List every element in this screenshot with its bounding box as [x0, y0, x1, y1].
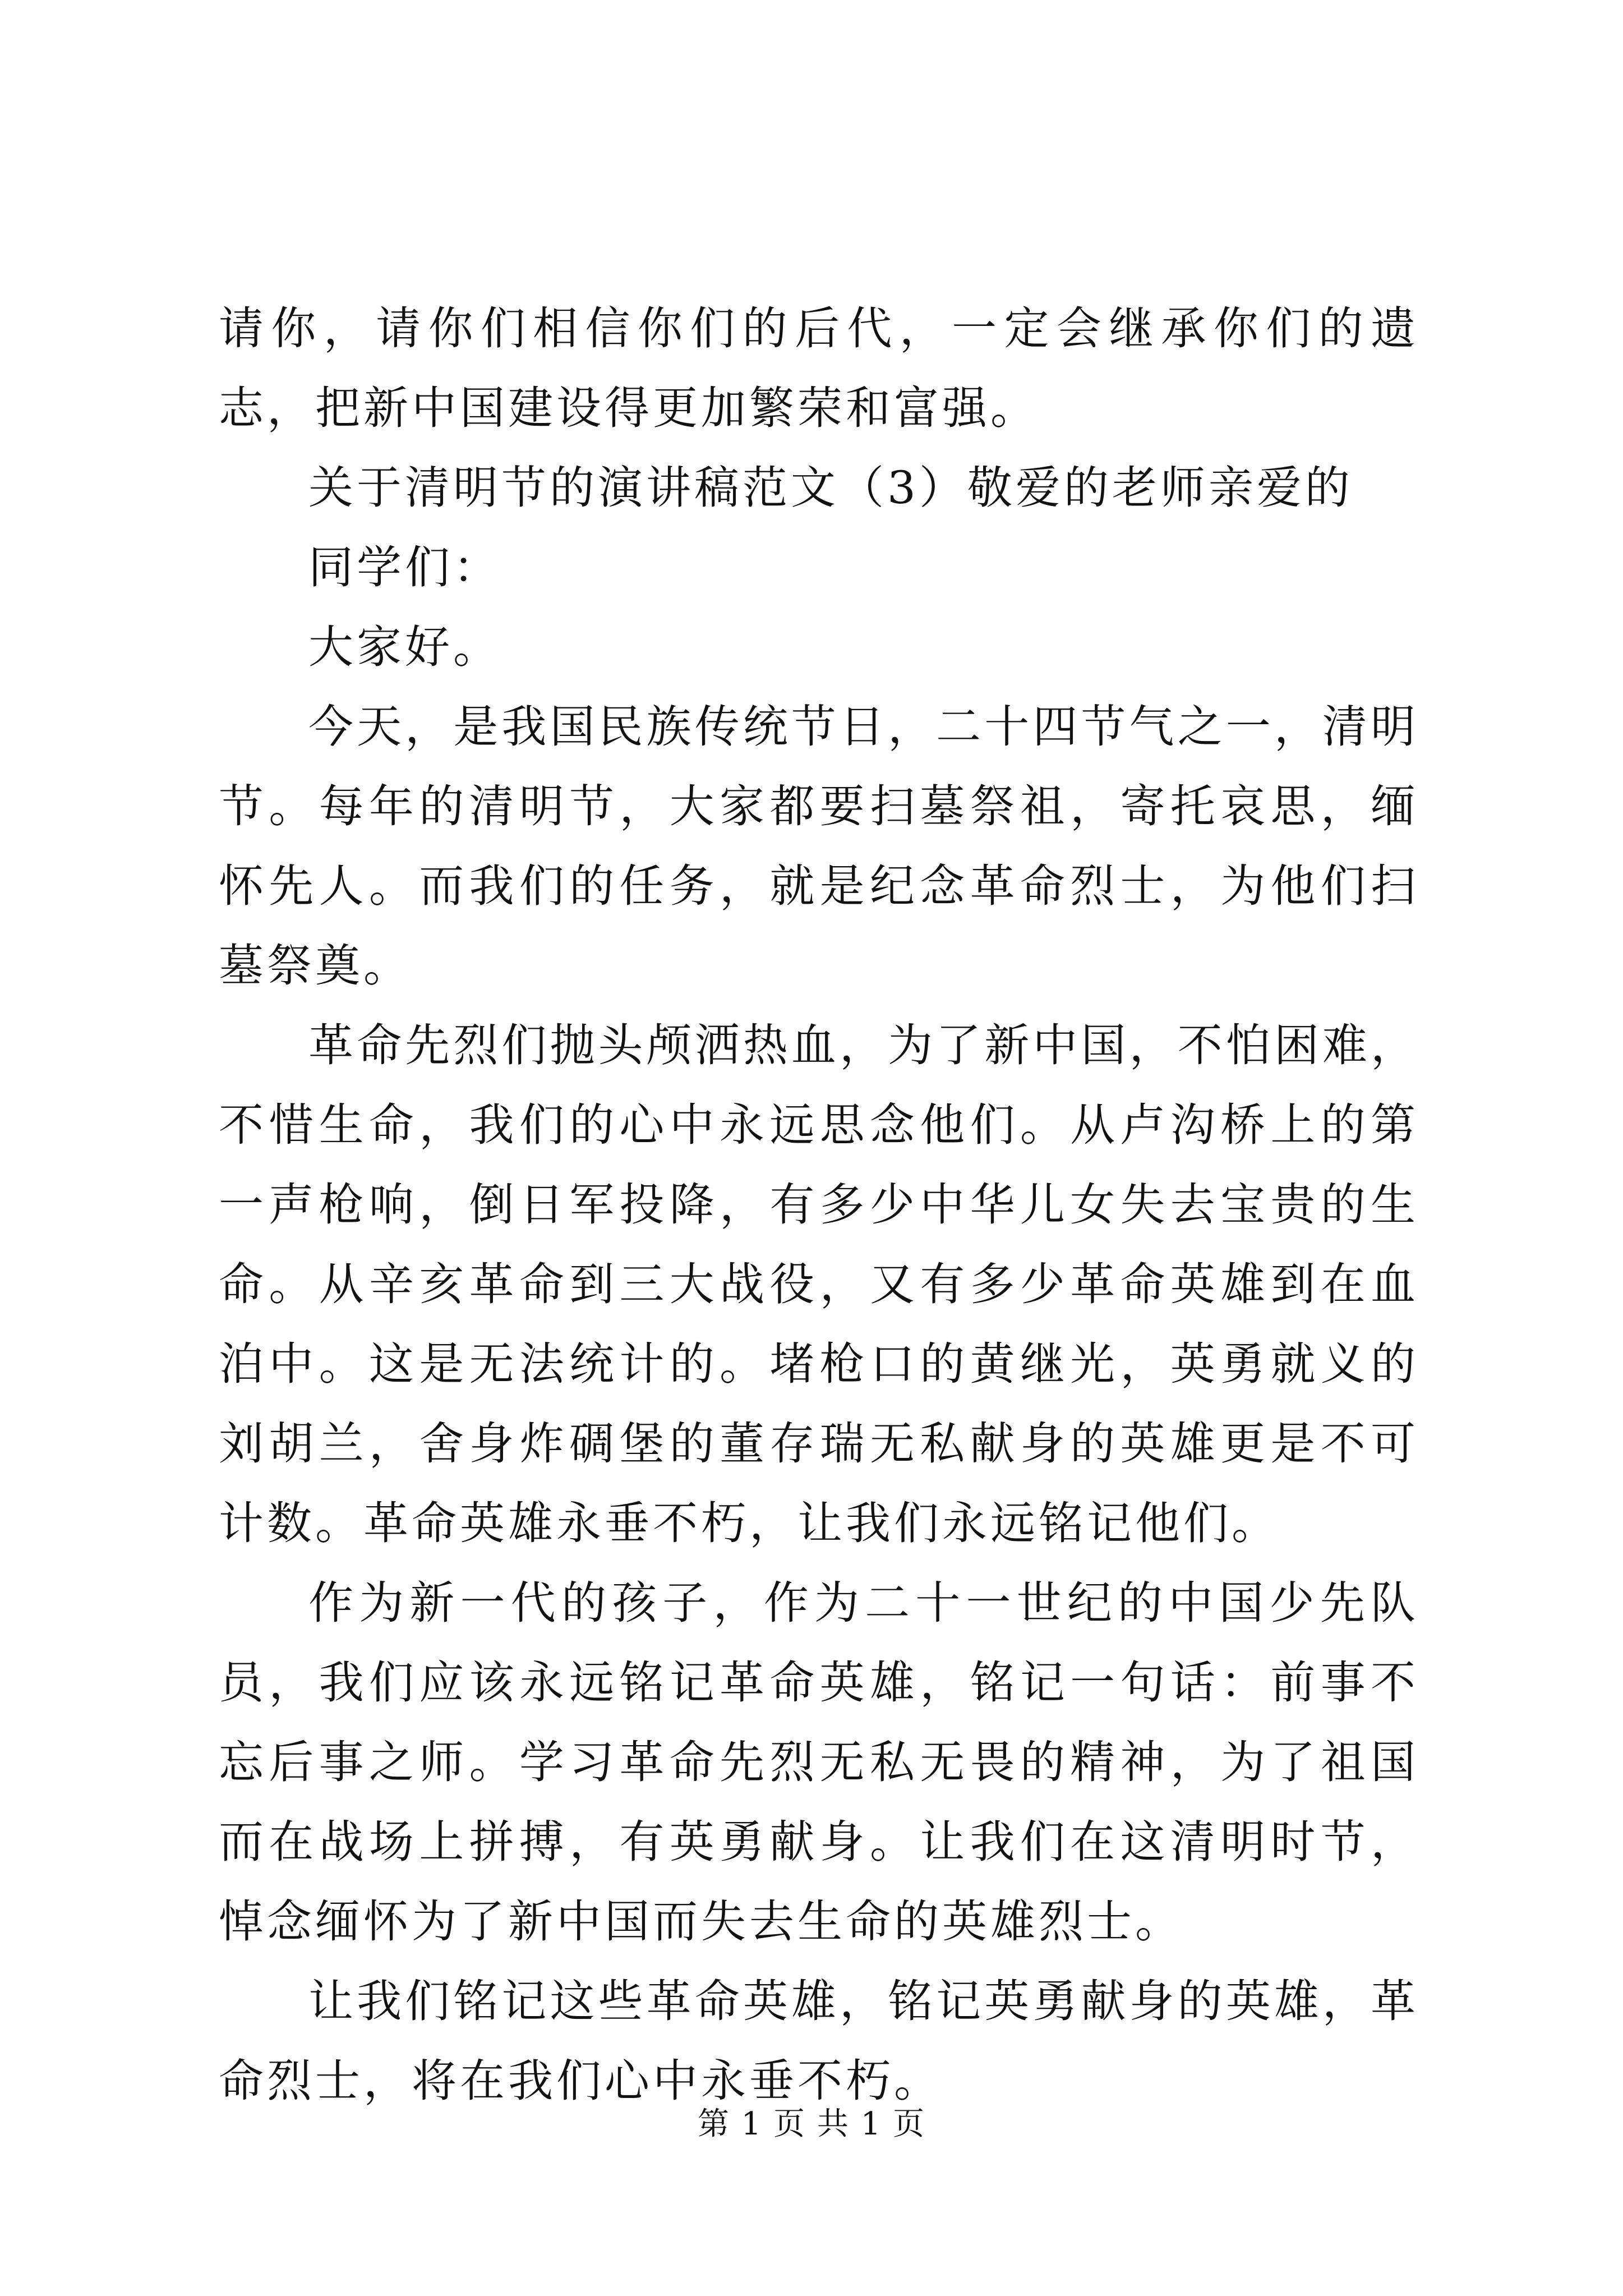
paragraph-salutation: 同学们： — [308, 541, 501, 593]
page-footer — [0, 2105, 1623, 2144]
paragraph-body: 革命先烈们抛头颅洒热血，为了新中国，不怕困难，不惜生命，我们的心中永远思念他们。从卢沟桥上的第一声枪响，倒日军投降，有多少中华儿女失去宝贵的生命。从辛亥革命到三大战役，又有多少革命英雄到在血泊中。这是无法统计的。堵枪口的黄继光，英勇就义的刘胡兰，舍身炸碉堡的董存瑞无私献身的英雄更是不可计数。革命英雄永垂不朽，让我们永远铭记他们。 — [219, 1019, 1419, 1549]
paragraph-greeting: 大家好。 — [308, 621, 501, 673]
paragraph-speech-title: 关于清明节的演讲稿范文（3）敬爱的老师亲爱的 — [308, 462, 1353, 514]
paragraph-continuation: 请你，请你们相信你们的后代，一定会继承你们的遗志，把新中国建设得更加繁荣和富强。 — [219, 302, 1419, 434]
paragraph-body: 作为新一代的孩子，作为二十一世纪的中国少先队员，我们应该永远铭记革命英雄，铭记一句话：前事不忘后事之师。学习革命先烈无私无畏的精神，为了祖国而在战场上拼搏，有英勇献身。让我们在这清明时节，悼念缅怀为了新中国而失去生命的英雄烈士。 — [219, 1577, 1419, 1948]
paragraph-body: 今天，是我国民族传统节日，二十四节气之一，清明节。每年的清明节，大家都要扫墓祭祖，寄托哀思，缅怀先人。而我们的任务，就是纪念革命烈士，为他们扫墓祭奠。 — [219, 701, 1419, 992]
paragraph-closing: 让我们铭记这些革命英雄，铭记英勇献身的英雄，革命烈士，将在我们心中永垂不朽。 — [219, 1975, 1419, 2107]
document-body — [219, 289, 1419, 2121]
page-number: 第 1 页 共 1 页 — [697, 2106, 926, 2142]
